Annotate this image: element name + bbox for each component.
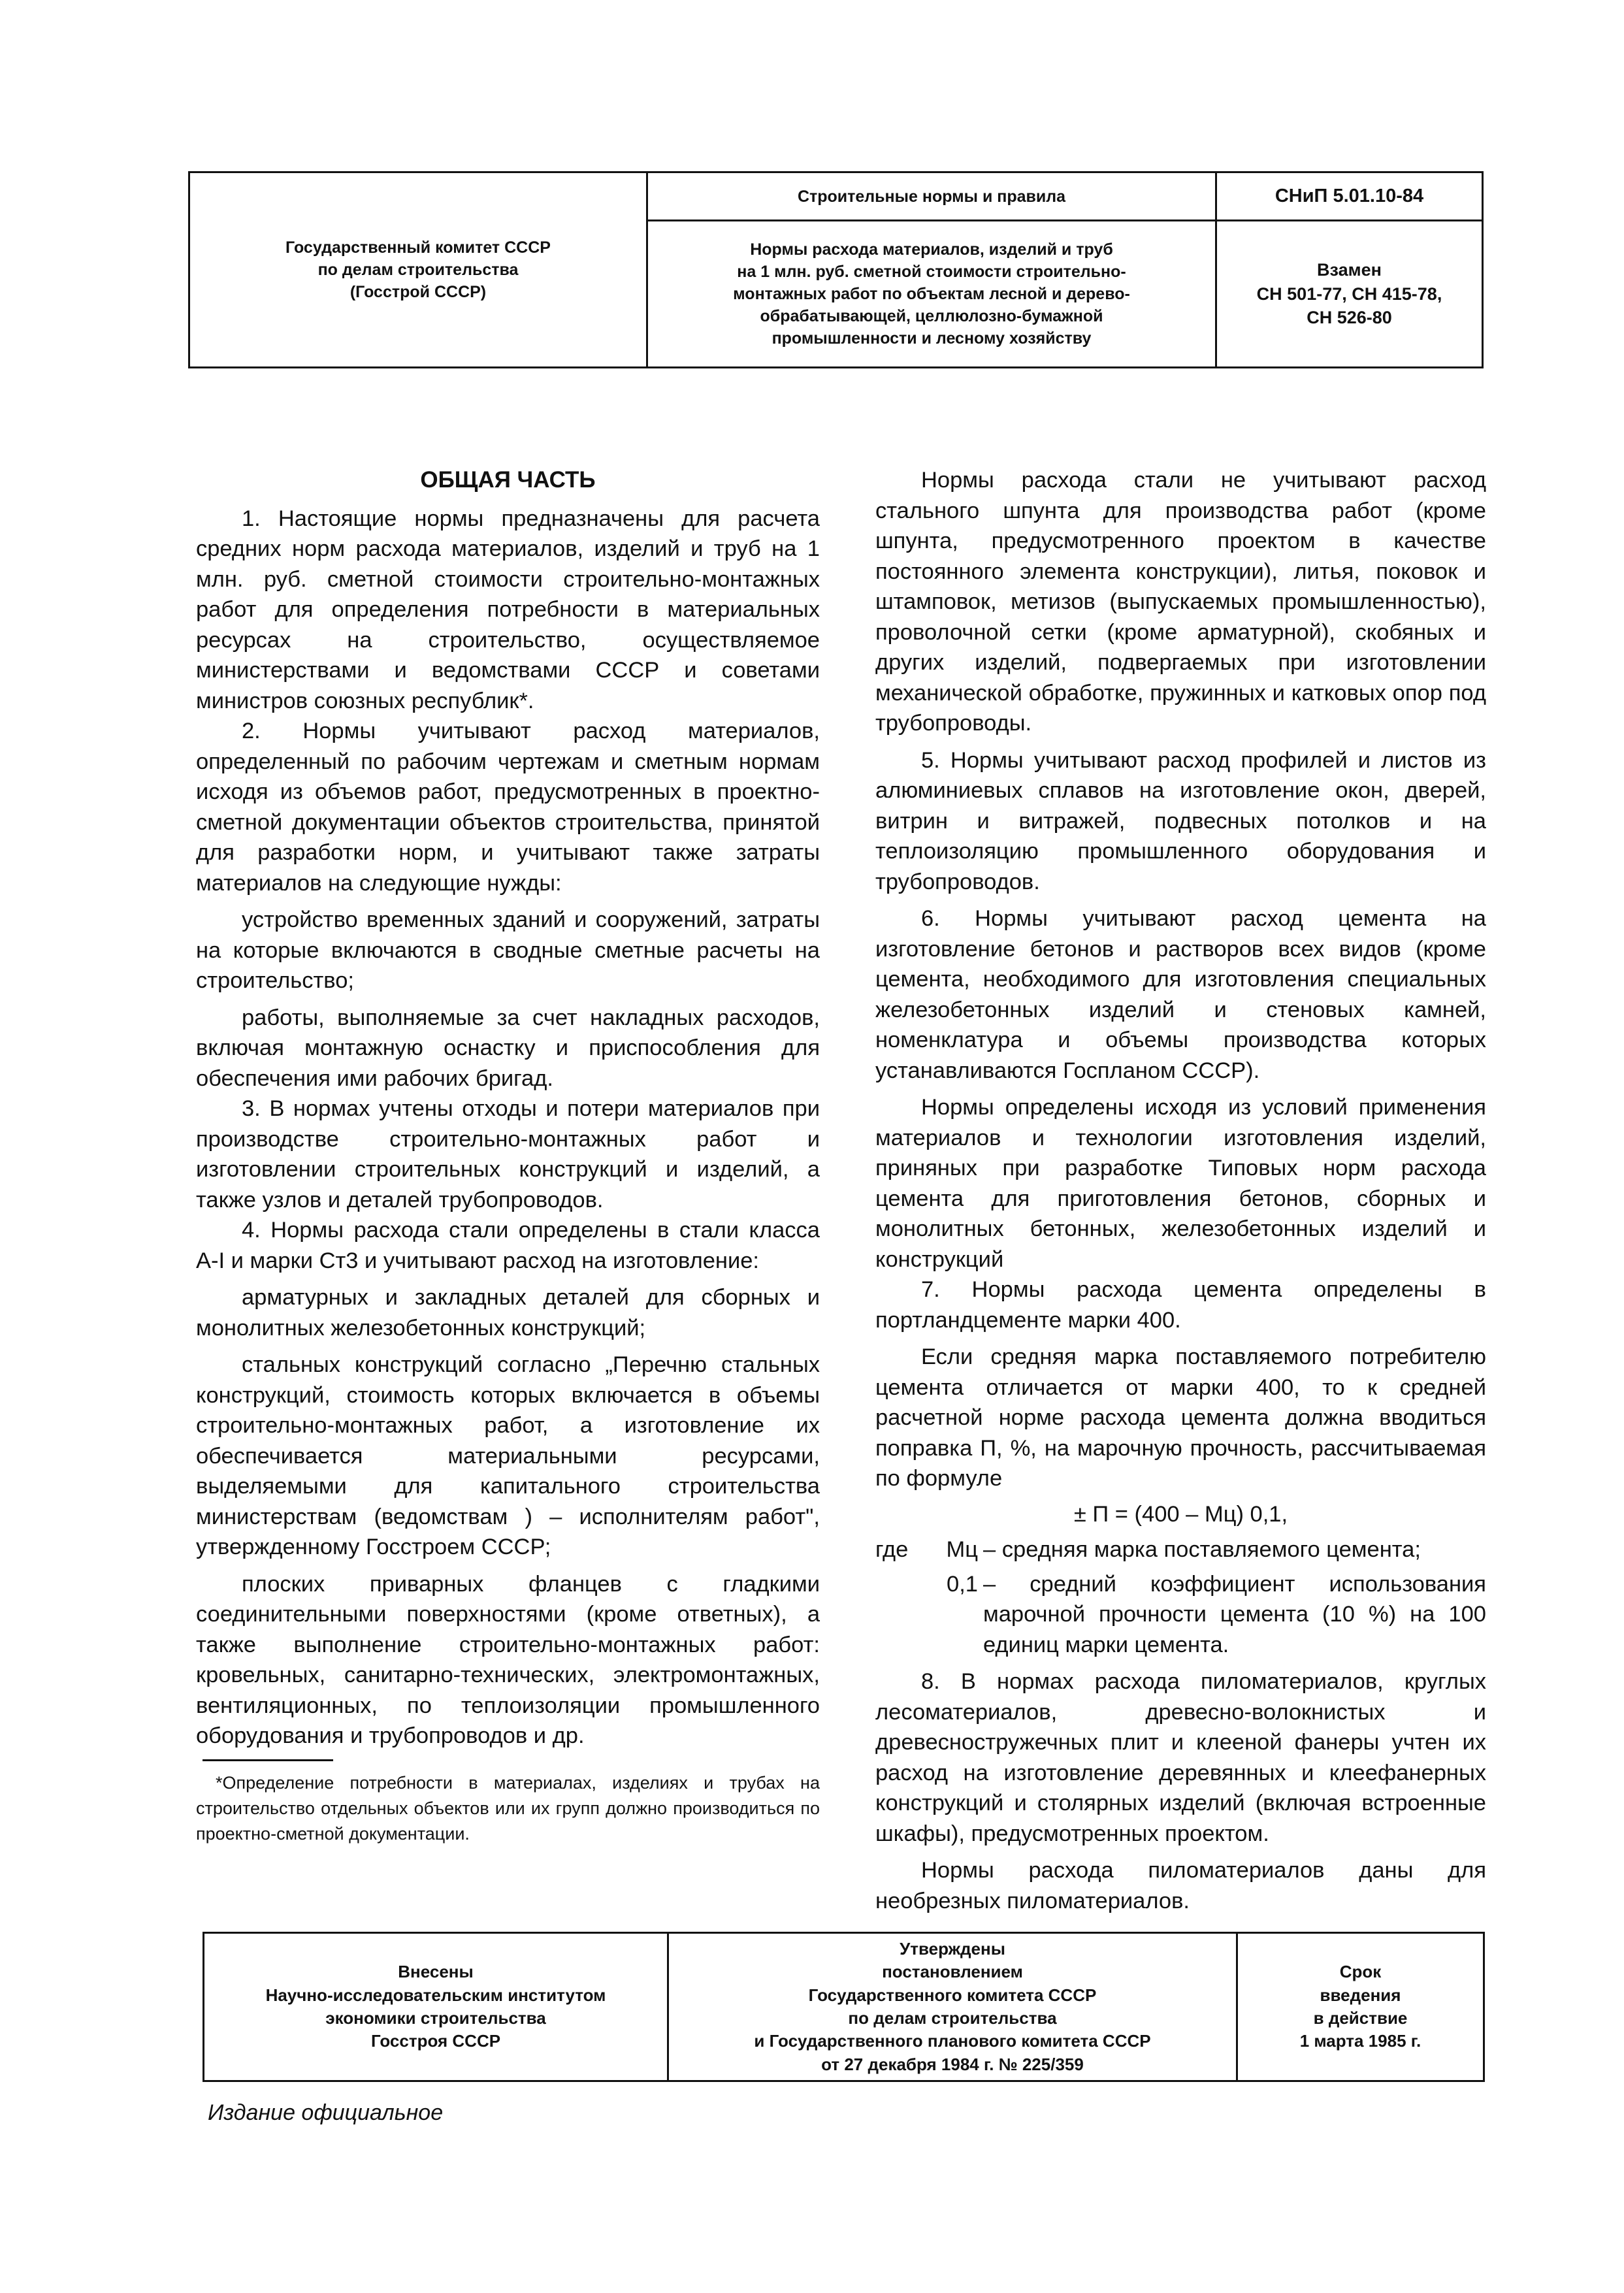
paragraph: 6. Нормы учитывают расход цемента на изготовление бетонов и растворов всех видов (кроме цемента, необходимого для изготовления специальных железобетонных изделий и стеновых камней, номенклатура и объемы производства которых устанавливаются Госпланом СССР). [875,906,1486,1083]
title-line: обрабатывающей, целлюлозно-бумажной [760,307,1103,325]
paragraph: работы, выполняемые за счет накладных расходов, включая монтажную оснастку и приспособления для обеспечения ими рабочих бригад. [196,1005,820,1091]
footer-table [203,1932,1485,2082]
definition-symbol: 0,1 [947,1571,978,1597]
definition-where: где [875,1537,909,1562]
approved-line: от 27 декабря 1984 г. № 225/359 [821,2054,1084,2074]
paragraph: плоских приварных фланцев с гладкими соединительными поверхностями (кроме ответных), а также выполнение строительно-монтажных работ: кровельных, санитарно-технических, электромонтажных, вентиляционных, по теплоизоляции промышленного оборудования и трубопроводов и др. [196,1571,820,1748]
section-heading: ОБЩАЯ ЧАСТЬ [420,467,596,493]
paragraph: Нормы расхода стали не учитывают расход стального шпунта для производства работ (кроме шпунта, предусмотренного проектом в качестве постоянного элемента конструкции), литья, поковок и штамповок, метизов (выпускаемых промышленностью), проволочной сетки (кроме арматурной), скобяных и других изделий, подвергаемых при изготовлении механической обработке, пружинных и катковых опор под трубопроводы. [875,468,1486,736]
paragraph: 4. Нормы расхода стали определены в стали класса А-I и марки Ст3 и учитывают расход на изготовление: [196,1218,820,1273]
effective-line: в действие [1313,2008,1408,2028]
replaces-line: СН 526-80 [1307,308,1392,328]
left-column [196,465,820,1751]
paragraph: стальных конструкций согласно „Перечню стальных конструкций, стоимость которых включается в объемы строительно-монтажных работ, а изготовление их обеспечивается материальными ресурсами, выделяемыми для капитального строительства министерствам (ведомствам ) – исполнителям работ", утвержденному Госстроем СССР; [196,1352,820,1559]
definition-row [875,1535,1486,1565]
paragraph: Если средняя марка поставляемого потребителю цемента отличается от марки 400, то к средней расчетной норме расхода цемента должна вводиться поправка П, %, на марочную прочность, рассчитываемая по формуле [875,1344,1486,1491]
definition-text: – средний коэффициент использования марочной прочности цемента (10 %) на 100 единиц марки цемента. [983,1571,1486,1657]
definition-text: – средняя марка поставляемого цемента; [983,1537,1421,1562]
authority-line: (Госстрой СССР) [349,283,487,301]
formula: ± П = (400 – Мц) 0,1, [1073,1501,1288,1527]
approved-line: Государственного комитета СССР [808,1985,1097,2005]
authority-cell [189,172,647,368]
approved-line: Утверждены [900,1939,1005,1959]
paragraph: арматурных и закладных деталей для сборных и монолитных железобетонных конструкций; [196,1285,820,1341]
definition-symbol: Мц [946,1537,978,1562]
introduced-line: Научно-исследовательским институтом [265,1985,606,2005]
footnote-separator [203,1759,333,1761]
effective-line: Срок [1339,1962,1382,1982]
footnote: *Определение потребности в материалах, изделиях и трубах на строительство отдельных объектов или их групп должно производиться по проектно-сметной документации. [196,1773,820,1844]
paragraph: Нормы расхода пиломатериалов даны для необрезных пиломатериалов. [875,1858,1486,1913]
title-line: на 1 млн. руб. сметной стоимости строительно- [737,263,1126,281]
title-line: промышленности и лесному хозяйству [771,329,1092,348]
effective-line: введения [1320,1985,1401,2005]
approved-line: и Государственного планового комитета СССР [754,2031,1151,2051]
replaces-line: Взамен [1317,259,1382,280]
paragraph: 1. Настоящие нормы предназначены для расчета средних норм расхода материалов, изделий и труб на 1 млн. руб. сметной стоимости строительно-монтажных работ для определения потребности в материальных ресурсах на строительство, осуществляемое министерствами и ведомствами СССР и советами министров союзных республик*. [196,506,820,713]
paragraph: 5. Нормы учитывают расход профилей и листов из алюминиевых сплавов на изготовление окон, дверей, витрин и витражей, подвесных потолков и на теплоизоляцию промышленного оборудования и трубопроводов. [875,747,1486,894]
introduced-line: экономики строительства [325,2008,546,2028]
right-column [875,465,1486,1916]
title-cell [647,221,1216,368]
paragraph: устройство временных зданий и сооружений, затраты на которые включаются в сводные сметные расчеты на строительство; [196,907,820,993]
header-table [188,171,1484,368]
definition-row [875,1569,1486,1661]
approved-cell [668,1933,1237,2081]
approved-line: по делам строительства [848,2008,1057,2028]
introduced-line: Внесены [398,1962,474,1982]
title-line: монтажных работ по объектам лесной и дерево- [733,285,1130,303]
paragraph: Нормы определены исходя из условий применения материалов и технологии изготовления изделий, приняных при разработке Типовых норм расхода цемента для приготовления бетонов, сборных и монолитных бетонных, железобетонных изделий и конструкций [875,1095,1486,1272]
code-cell: СНиП 5.01.10-84 [1216,172,1483,221]
title-line: Нормы расхода материалов, изделий и труб [750,240,1113,259]
paragraph: 8. В нормах расхода пиломатериалов, круглых лесоматериалов, древесно-волокнистых и древесностружечных плит и клееной фанеры учтен их расход на изготовление деревянных и клеефанерных конструкций и столярных изделий (включая встроенные шкафы), предусмотренных проектом. [875,1669,1486,1846]
approved-line: постановлением [882,1962,1023,1982]
effective-cell [1237,1933,1484,2081]
series-cell: Строительные нормы и правила [647,172,1216,221]
authority-line: Государственный комитет СССР [285,238,551,257]
authority-line: по делам строительства [317,261,519,279]
introduced-line: Госстроя СССР [370,2031,501,2051]
paragraph: 2. Нормы учитывают расход материалов, определенный по рабочим чертежам и сметным нормам исходя из объемов работ, предусмотренных в проектно-сметной документации объектов строительства, принятой для разработки норм, и учитывают также затраты материалов на следующие нужды: [196,719,820,896]
effective-line: 1 марта 1985 г. [1299,2031,1421,2051]
replaces-cell [1216,221,1483,368]
introduced-cell [204,1933,668,2081]
paragraph: 7. Нормы расхода цемента определены в портландцементе марки 400. [875,1277,1486,1333]
paragraph: 3. В нормах учтены отходы и потери материалов при производстве строительно-монтажных работ и изготовлении строительных конструкций и изделий, а также узлов и деталей трубопроводов. [196,1096,820,1212]
replaces-line: СН 501-77, СН 415-78, [1256,284,1442,304]
official-edition: Издание официальное [208,2100,444,2125]
